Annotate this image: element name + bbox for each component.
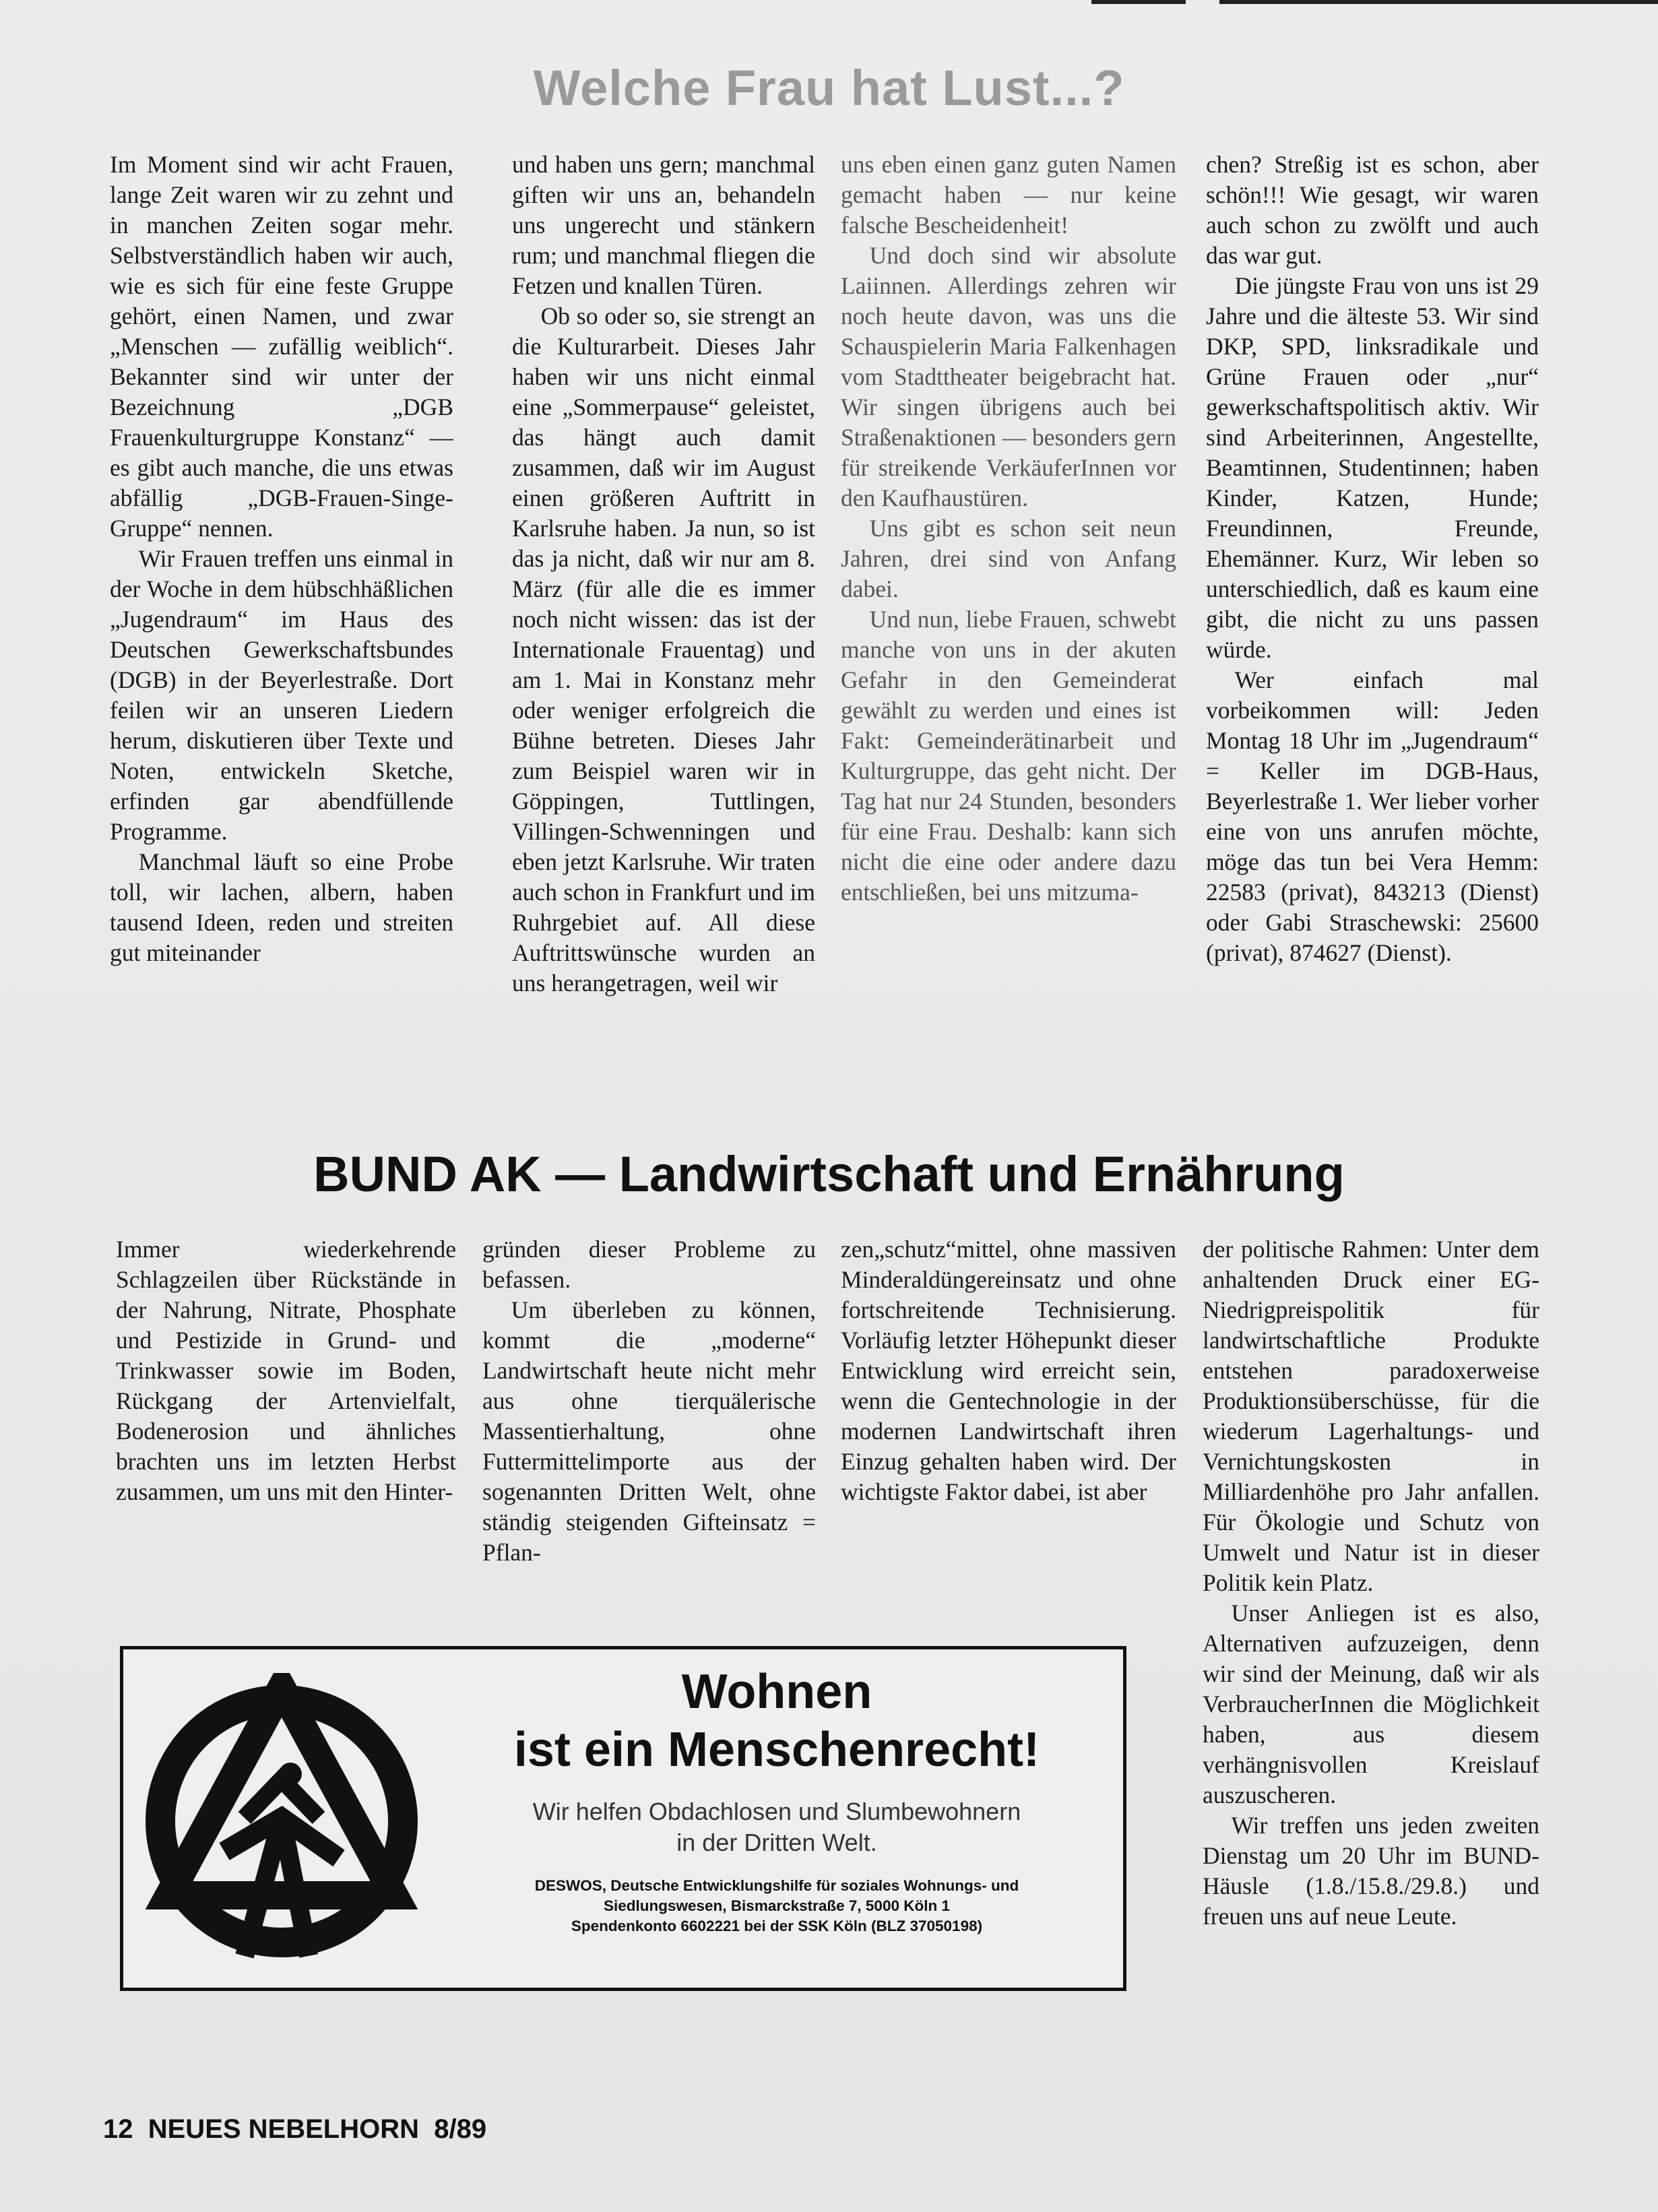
article2-column-1 bbox=[116, 1234, 456, 1507]
publication-name: NEUES NEBELHORN bbox=[148, 2114, 419, 2144]
paragraph: Immer wiederkehrende Schlagzeilen über Rückstände in der Nahrung, Nitrate, Phosphate und Pestizide in Grund- und Trinkwasser sowie im Boden, Rückgang der Artenvielfalt, Bodenerosion und ähnliches brachten uns im letzten Herbst zusammen, um uns mit den Hinter- bbox=[116, 1236, 456, 1505]
paragraph: Im Moment sind wir acht Frauen, lange Zeit waren wir zu zehnt und in manchen Zeiten sogar mehr. Selbstverständlich haben wir auch, wie es sich für eine feste Gruppe gehört, einen Namen, und zwar „Menschen — zufällig weiblich“. Bekannter sind wir unter der Bezeichnung „DGB Frauenkulturgruppe Konstanz“ — es gibt auch manche, die uns etwas abfällig „DGB-Frauen-Singe-Gruppe“ nennen. bbox=[110, 151, 453, 542]
ad-contact-line: Siedlungswesen, Bismarckstraße 7, 5000 Köln 1 bbox=[604, 1897, 950, 1914]
ad-contact bbox=[440, 1876, 1114, 1936]
article2-column-3 bbox=[841, 1234, 1176, 1507]
top-rule bbox=[1091, 0, 1658, 4]
page-footer bbox=[103, 2114, 486, 2145]
paragraph: gründen dieser Probleme zu befassen. bbox=[482, 1236, 816, 1293]
paragraph: Die jüngste Frau von uns ist 29 Jahre und die älteste 53. Wir sind DKP, SPD, linksradikale und Grüne Frauen oder „nur“ gewerkschaftspolitisch aktiv. Wir sind Arbeiterinnen, Angestellte, Beamtinnen, Studentinnen; haben Kinder, Katzen, Hunde; Freundinnen, Freunde, Ehemänner. Kurz, Wir leben so unterschiedlich, daß es kaum eine gibt, die nicht zu uns passen würde. bbox=[1206, 272, 1539, 663]
paragraph: Um überleben zu können, kommt die „moderne“ Landwirtschaft heute nicht mehr aus ohne tierquälerische Massentierhaltung, ohne Futtermittelimporte aus der sogenannten Dritten Welt, ohne ständig steigenden Gifteinsatz = Pflan- bbox=[482, 1296, 816, 1566]
ad-title-line: ist ein Menschenrecht! bbox=[513, 1723, 1040, 1777]
article1-column-4 bbox=[1206, 150, 1539, 968]
page-number: 12 bbox=[103, 2114, 133, 2144]
article2-headline: BUND AK — Landwirtschaft und Ernährung bbox=[313, 1146, 1345, 1202]
ad-subtitle-line: Wir helfen Obdachlosen und Slumbewohnern bbox=[532, 1798, 1021, 1825]
paragraph: zen„schutz“mittel, ohne massiven Minderaldüngereinsatz und ohne fortschreitende Technisierung. Vorläufig letzter Höhepunkt dieser Entwicklung wird erreicht sein, wenn die Gentechnologie in der modernen Landwirtschaft ihren Einzug gehalten haben wird. Der wichtigste Faktor dabei, ist aber bbox=[841, 1236, 1176, 1505]
paragraph: Wir treffen uns jeden zweiten Dienstag um 20 Uhr im BUND-Häusle (1.8./15.8./29.8.) und freuen uns auf neue Leute. bbox=[1203, 1812, 1539, 1930]
paragraph: Und nun, liebe Frauen, schwebt manche von uns in der akuten Gefahr in den Gemeinderat gewählt zu werden und eines ist Fakt: Gemeinderätinarbeit und Kulturgruppe, das geht nicht. Der Tag hat nur 24 Stunden, besonders für eine Frau. Deshalb: kann sich nicht die eine oder andere dazu entschließen, bei uns mitzuma- bbox=[841, 606, 1176, 906]
ad-contact-line: Spendenkonto 6602221 bei der SSK Köln (BLZ 37050198) bbox=[571, 1918, 983, 1934]
article1-headline: Welche Frau hat Lust...? bbox=[533, 60, 1125, 116]
article2-column-4 bbox=[1203, 1234, 1539, 1932]
article2-column-2 bbox=[482, 1234, 816, 1568]
ad-subtitle-line: in der Dritten Welt. bbox=[676, 1829, 877, 1856]
deswos-advertisement bbox=[120, 1646, 1126, 1991]
paragraph: Unser Anliegen ist es also, Alternativen aufzuzeigen, denn wir sind der Meinung, daß wir als VerbraucherInnen die Möglichkeit haben, aus diesem verhängnisvollen Kreislauf auszuscheren. bbox=[1203, 1600, 1539, 1808]
top-rule-gap bbox=[1186, 0, 1219, 4]
ad-title bbox=[440, 1663, 1114, 1779]
ad-contact-line: DESWOS, Deutsche Entwicklungshilfe für soziales Wohnungs- und bbox=[534, 1877, 1019, 1894]
paragraph: Wir Frauen treffen uns einmal in der Woche in dem hübschhäßlichen „Jugendraum“ im Haus des Deutschen Gewerkschaftsbundes (DGB) in der Beyerlestraße. Dort feilen wir an unseren Liedern herum, diskutieren über Texte und Noten, entwickeln Sketche, erfinden gar abendfüllende Programme. bbox=[110, 545, 453, 845]
paragraph: Und doch sind wir absolute Laiinnen. Allerdings zehren wir noch heute davon, was uns die Schauspielerin Maria Falkenhagen vom Stadttheater beigebracht hat. Wir singen übrigens auch bei Straßenaktionen — besonders gern für streikende VerkäuferInnen vor den Kaufhaustüren. bbox=[841, 242, 1176, 511]
paragraph: Uns gibt es schon seit neun Jahren, drei sind von Anfang dabei. bbox=[841, 515, 1176, 602]
deswos-logo-icon bbox=[144, 1673, 426, 1969]
paragraph: der politische Rahmen: Unter dem anhaltenden Druck einer EG-Niedrigpreispolitik für landwirtschaftliche Produkte entstehen paradoxerweise Produktionsüberschüsse, für die wiederum Lagerhaltungs- und Vernichtungskosten in Milliardenhöhe pro Jahr anfallen. Für Ökologie und Schutz von Umwelt und Natur ist in dieser Politik kein Platz. bbox=[1203, 1236, 1539, 1596]
issue-number: 8/89 bbox=[434, 2114, 487, 2144]
paragraph: chen? Streßig ist es schon, aber schön!!! Wie gesagt, wir waren auch schon zu zwölft und auch das war gut. bbox=[1206, 151, 1539, 269]
article1-column-2 bbox=[512, 150, 815, 999]
paragraph: uns eben einen ganz guten Namen gemacht haben — nur keine falsche Bescheidenheit! bbox=[841, 151, 1176, 239]
article1-column-3 bbox=[841, 150, 1176, 908]
ad-title-line: Wohnen bbox=[681, 1665, 872, 1719]
paragraph: Wer einfach mal vorbeikommen will: Jeden Montag 18 Uhr im „Jugendraum“ = Keller im DGB-Haus, Beyerlestraße 1. Wer lieber vorher eine von uns anrufen möchte, möge das tun bei Vera Hemm: 22583 (privat), 843213 (Dienst) oder Gabi Straschewski: 25600 (privat), 874627 (Dienst). bbox=[1206, 666, 1539, 966]
paragraph: Ob so oder so, sie strengt an die Kulturarbeit. Dieses Jahr haben wir uns nicht einmal eine „Sommerpause“ geleistet, das hängt auch damit zusammen, daß wir im August einen größeren Auftritt in Karlsruhe haben. Ja nun, so ist das ja nicht, daß wir nur am 8. März (für alle die es immer noch nicht wissen: das ist der Internationale Frauentag) und am 1. Mai in Konstanz mehr oder weniger erfolgreich die Bühne betreten. Dieses Jahr zum Beispiel waren wir in Göppingen, Tuttlingen, Villingen-Schwenningen und eben jetzt Karlsruhe. Wir traten auch schon in Frankfurt und im Ruhrgebiet auf. All diese Auftrittswünsche wurden an uns herangetragen, weil wir bbox=[512, 303, 815, 997]
paragraph: Manchmal läuft so eine Probe toll, wir lachen, albern, haben tausend Ideen, reden und streiten gut miteinander bbox=[110, 848, 453, 966]
paragraph: und haben uns gern; manchmal giften wir uns an, behandeln uns ungerecht und stänkern rum; und manchmal fliegen die Fetzen und knallen Türen. bbox=[512, 151, 815, 299]
article1-column-1 bbox=[110, 150, 453, 968]
ad-subtitle bbox=[440, 1796, 1114, 1858]
